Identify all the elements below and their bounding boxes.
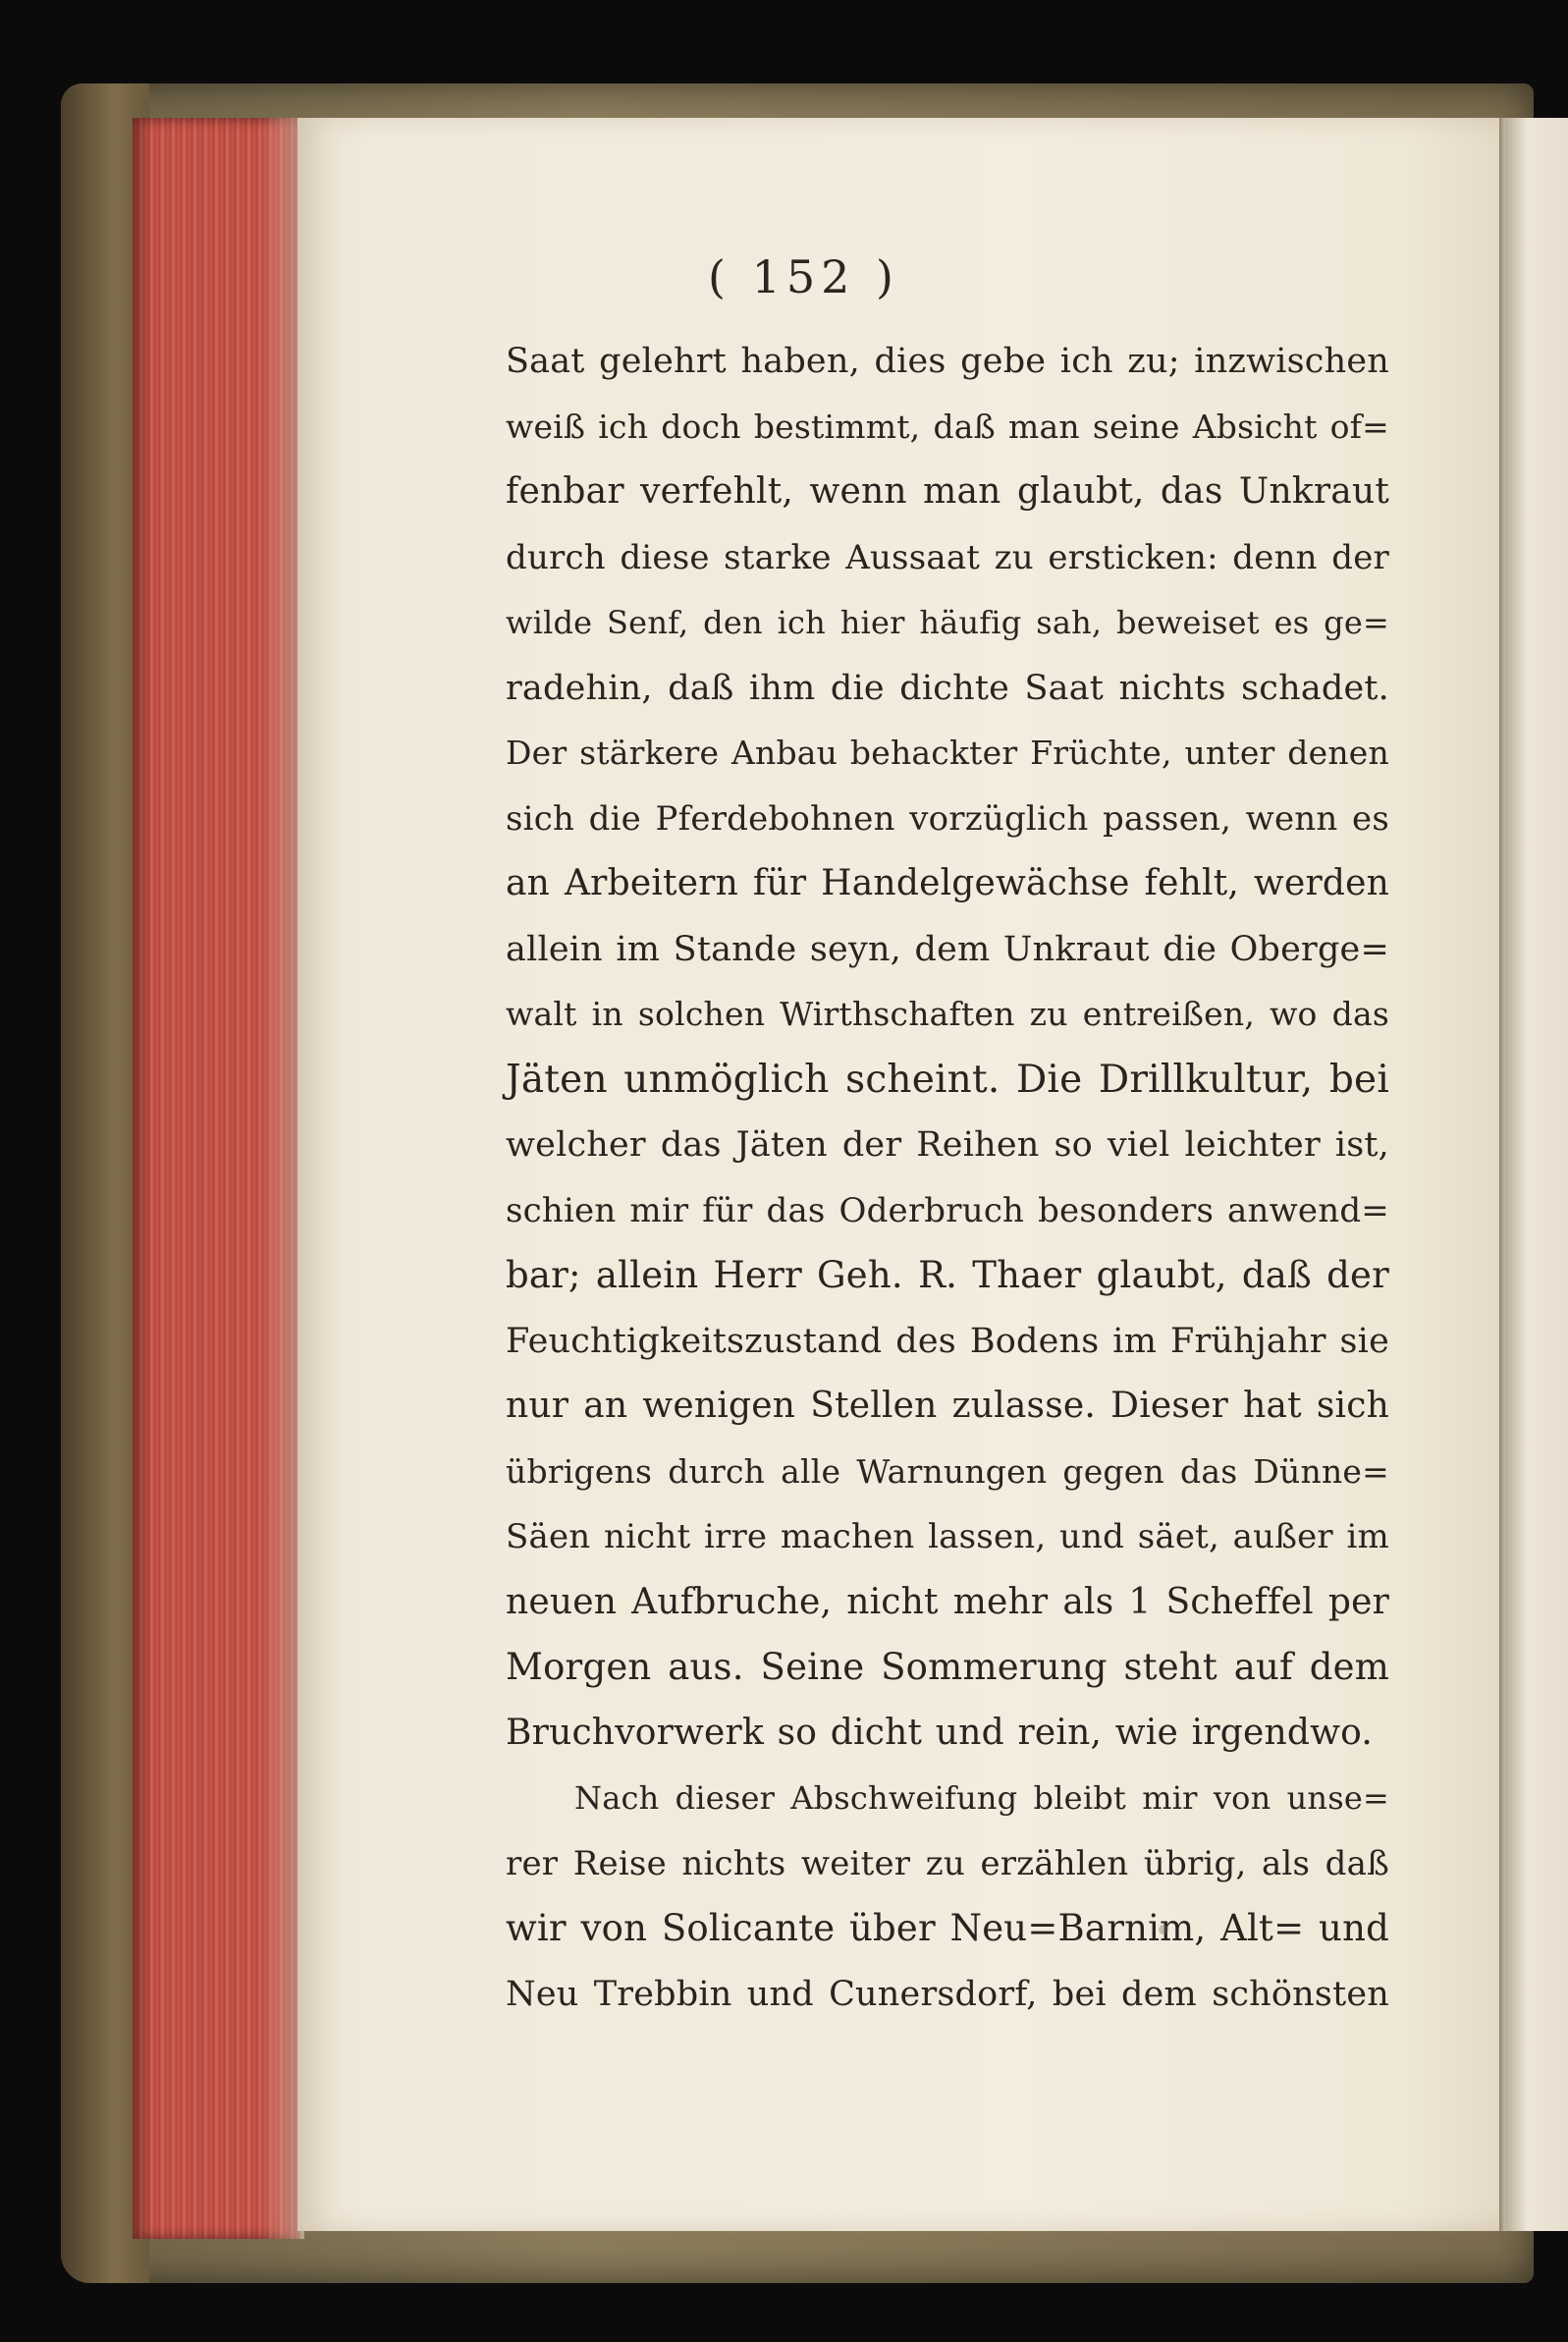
text-line: weiß ich doch bestimmt, daß man seine Absicht of= [506,407,1389,446]
next-page-edge [1505,118,1568,2231]
text-line: Jäten unmöglich scheint. Die Drillkultur, bei [506,1057,1389,1102]
text-line: schien mir für das Oderbruch besonders anwend= [506,1190,1389,1230]
text-line: rer Reise nichts weiter zu erzählen übrig, als daß [506,1843,1389,1883]
text-line: bar; allein Herr Geh. R. Thaer glaubt, daß der [506,1254,1389,1296]
text-line: welcher das Jäten der Reihen so viel leichter ist, [506,1125,1389,1165]
text-line: Der stärkere Anbau behackter Früchte, unter denen [506,734,1389,772]
paper-spot [1159,1925,1168,1934]
text-line: radehin, daß ihm die dichte Saat nichts schadet. [506,668,1389,708]
text-line: Saat gelehrt haben, dies gebe ich zu; inzwischen [506,342,1389,381]
text-line: Nach dieser Abschweifung bleibt mir von unse= [574,1779,1389,1817]
text-line: an Arbeitern für Handelgewächse fehlt, werden [506,863,1389,903]
text-line: übrigens durch alle Warnungen gegen das Dünne= [506,1451,1389,1491]
page-text [506,329,1389,2027]
text-line: Neu Trebbin und Cunersdorf, bei dem schönsten [506,1974,1389,2014]
text-line: wir von Solicante über Neu=Barnim, Alt= und [506,1907,1389,1949]
text-line: wilde Senf, den ich hier häufig sah, beweiset es ge= [506,604,1389,641]
text-line: Feuchtigkeitszustand des Bodens im Frühjahr sie [506,1321,1389,1361]
text-line: nur an wenigen Stellen zulasse. Dieser hat sich [506,1386,1389,1426]
text-line: Bruchvorwerk so dicht und rein, wie irgendwo. [506,1712,1374,1753]
text-line: sich die Pferdebohnen vorzüglich passen, wenn es [506,798,1389,839]
text-line: walt in solchen Wirthschaften zu entreißen, wo das [506,995,1389,1033]
text-line: durch diese starke Aussaat zu ersticken: denn der [506,537,1389,577]
page-number: ( 152 ) [708,250,899,303]
text-line: Morgen aus. Seine Sommerung steht auf dem [506,1646,1389,1688]
text-line: allein im Stande seyn, dem Unkraut die Oberge= [506,929,1389,969]
text-line: Säen nicht irre machen lassen, und säet, außer im [506,1517,1389,1556]
text-line: fenbar verfehlt, wenn man glaubt, das Unkraut [506,471,1389,512]
text-line: neuen Aufbruche, nicht mehr als 1 Scheffel per [506,1581,1389,1622]
